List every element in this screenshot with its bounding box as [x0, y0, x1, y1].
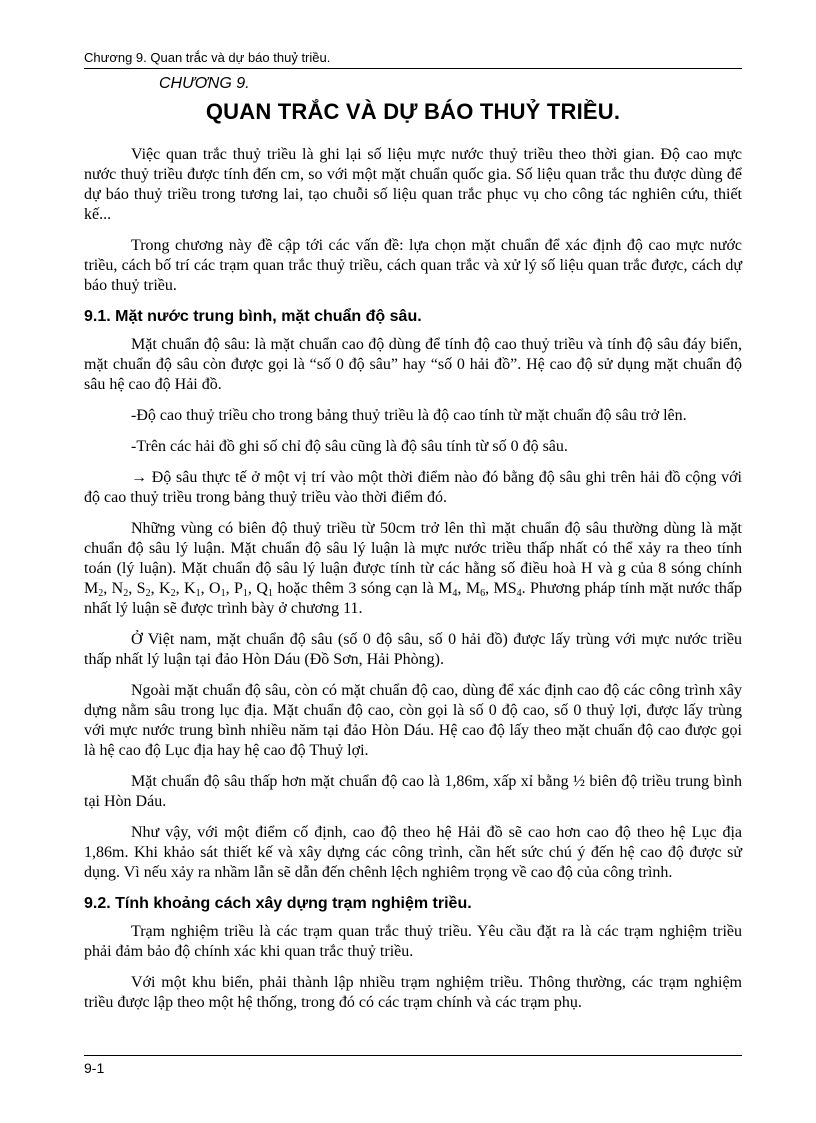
body-paragraph: Trạm nghiệm triều là các trạm quan trắc thuỷ triều. Yêu cầu đặt ra là các trạm nghiệm triều phải đảm bảo độ chính xác khi quan trắc thuỷ triều.	[84, 923, 742, 960]
wave-subscript: 1	[267, 588, 273, 599]
body-paragraph: Mặt chuẩn độ sâu thấp hơn mặt chuẩn độ cao là 1,86m, xấp xỉ bằng ½ biên độ triều trung bình tại Hòn Dáu.	[84, 773, 742, 810]
wave-symbol: M	[84, 580, 99, 597]
wave-separator: ,	[457, 580, 466, 597]
wave-separator: ,	[485, 580, 494, 597]
header-divider	[84, 68, 742, 69]
intro-paragraph: Trong chương này đề cập tới các vấn đề: lựa chọn mặt chuẩn để xác định độ cao mực nước triều, cách bố trí các trạm quan trắc thuỷ triều, cách quan trắc và xử lý số liệu quan trắc được, cách dự báo thuỷ triều.	[84, 237, 742, 294]
wave-separator: ,	[247, 580, 257, 597]
body-paragraph: Ở Việt nam, mặt chuẩn độ sâu (số 0 độ sâu, số 0 hải đồ) được lấy trùng với mực nước triều thấp nhất lý luận tại đảo Hòn Dáu (Đồ Sơn, Hải Phòng).	[84, 631, 742, 668]
tidal-constituents-paragraph	[84, 519, 742, 619]
wave-subscript: 4	[516, 588, 522, 599]
body-paragraph: Mặt chuẩn độ sâu: là mặt chuẩn cao độ dùng để tính độ cao thuỷ triều và tính độ sâu đáy biển, mặt chuẩn độ sâu còn được gọi là “số 0 độ sâu” hay “số 0 hải đồ”. Hệ cao độ sử dụng mặt chuẩn độ sâu hệ cao độ Hải đồ.	[84, 336, 742, 393]
wave-subscript: 2	[123, 588, 129, 599]
main-waves-list	[84, 580, 277, 597]
body-paragraph: Như vậy, với một điểm cố định, cao độ theo hệ Hải đồ sẽ cao hơn cao độ theo hệ Lục địa 1,86m. Khi khảo sát thiết kế và xây dựng các công trình, cần hết sức chú ý đến hệ cao độ được sử dụng. Vì nếu xảy ra nhầm lẫn sẽ dẫn đến chênh lệch nghiêm trọng về cao độ của công trình.	[84, 824, 742, 881]
footer-divider	[84, 1055, 742, 1056]
paragraph-text: Phương pháp tính mặt nước thấp nhất lý luận sẽ được trình bày ở chương 11.	[84, 580, 743, 617]
wave-separator: ,	[103, 580, 112, 597]
wave-symbol: M	[438, 580, 453, 597]
paragraph-text: Những vùng có biên độ thuỷ triều từ 50cm trở lên thì mặt chuẩn độ sâu thường dùng là mặt chuẩn độ sâu lý luận. Mặt chuẩn độ sâu lý luận là mực nước triều thấp nhất có thể xảy ra theo tính toán (lý luận). Mặt chuẩn độ sâu lý luận được tính từ các hằng số điều hoà H và g của 8 sóng chính	[84, 520, 742, 577]
wave-subscript: 1	[195, 588, 201, 599]
wave-symbol: M	[465, 580, 481, 597]
wave-subscript: 4	[452, 588, 458, 599]
wave-symbol: S	[136, 580, 146, 597]
wave-symbol: N	[111, 580, 124, 597]
running-header: Chương 9. Quan trắc và dự báo thuỷ triều.	[84, 50, 331, 65]
paragraph-text: hoặc thêm 3 sóng cạn là	[277, 580, 439, 597]
wave-subscript: 2	[170, 588, 176, 599]
chapter-label: CHƯƠNG 9.	[159, 75, 250, 92]
wave-symbol: O	[209, 580, 221, 597]
wave-symbol: Q	[256, 580, 268, 597]
page-number: 9-1	[84, 1060, 105, 1076]
intro-paragraph: Việc quan trắc thuỷ triều là ghi lại số liệu mực nước thuỷ triều theo thời gian. Độ cao mực nước thuỷ triều được tính đến cm, so với một mặt chuẩn quốc gia. Số liệu quan trắc thu được dùng để dự báo thuỷ triều trong tương lai, tạo chuỗi số liệu quan trắc phục vụ cho công tác nghiên cứu, thiết kế...	[84, 146, 742, 223]
shallow-waves-list	[438, 580, 525, 597]
wave-separator: .	[521, 580, 526, 597]
section-heading: 9.2. Tính khoảng cách xây dựng trạm nghiệm triều.	[84, 895, 472, 912]
wave-symbol: K	[184, 580, 196, 597]
wave-separator: ,	[225, 580, 235, 597]
wave-separator: ,	[175, 580, 185, 597]
wave-separator: ,	[200, 580, 210, 597]
wave-subscript: 1	[220, 588, 226, 599]
body-paragraph: → Độ sâu thực tế ở một vị trí vào một thời điểm nào đó bằng độ sâu ghi trên hải đồ cộng với độ cao thuỷ triều trong bảng thuỷ triều vào thời điểm đó.	[84, 469, 742, 506]
wave-subscript: 2	[98, 588, 104, 599]
document-body	[84, 145, 742, 1024]
section-heading: 9.1. Mặt nước trung bình, mặt chuẩn độ sâu.	[84, 308, 422, 325]
wave-subscript: 2	[145, 588, 151, 599]
wave-symbol: P	[234, 580, 243, 597]
wave-separator: ,	[128, 580, 137, 597]
body-paragraph: -Trên các hải đồ ghi số chỉ độ sâu cũng là độ sâu tính từ số 0 độ sâu.	[131, 438, 568, 455]
body-paragraph: -Độ cao thuỷ triều cho trong bảng thuỷ triều là độ cao tính từ mặt chuẩn độ sâu trở lên.	[131, 407, 687, 424]
body-paragraph: Ngoài mặt chuẩn độ sâu, còn có mặt chuẩn độ cao, dùng để xác định cao độ các công trình xây dựng nằm sâu trong lục địa. Mặt chuẩn độ cao, còn gọi là số 0 độ cao, số 0 thuỷ lợi, được lấy trùng với mực nước trung bình nhiều năm tại đảo Hòn Dáu. Hệ cao độ lấy theo mặt chuẩn độ cao được gọi là hệ cao độ Lục địa hay hệ cao độ Thuỷ lợi.	[84, 682, 742, 759]
chapter-title: QUAN TRẮC VÀ DỰ BÁO THUỶ TRIỀU.	[205, 99, 621, 124]
wave-subscript: 6	[480, 588, 486, 599]
wave-separator: ,	[150, 580, 160, 597]
wave-symbol: MS	[493, 580, 517, 597]
body-paragraph: Với một khu biển, phải thành lập nhiều trạm nghiệm triều. Thông thường, các trạm nghiệm triều được lập theo một hệ thống, trong đó có các trạm chính và các trạm phụ.	[84, 974, 742, 1011]
wave-subscript: 1	[242, 588, 248, 599]
wave-symbol: K	[159, 580, 171, 597]
